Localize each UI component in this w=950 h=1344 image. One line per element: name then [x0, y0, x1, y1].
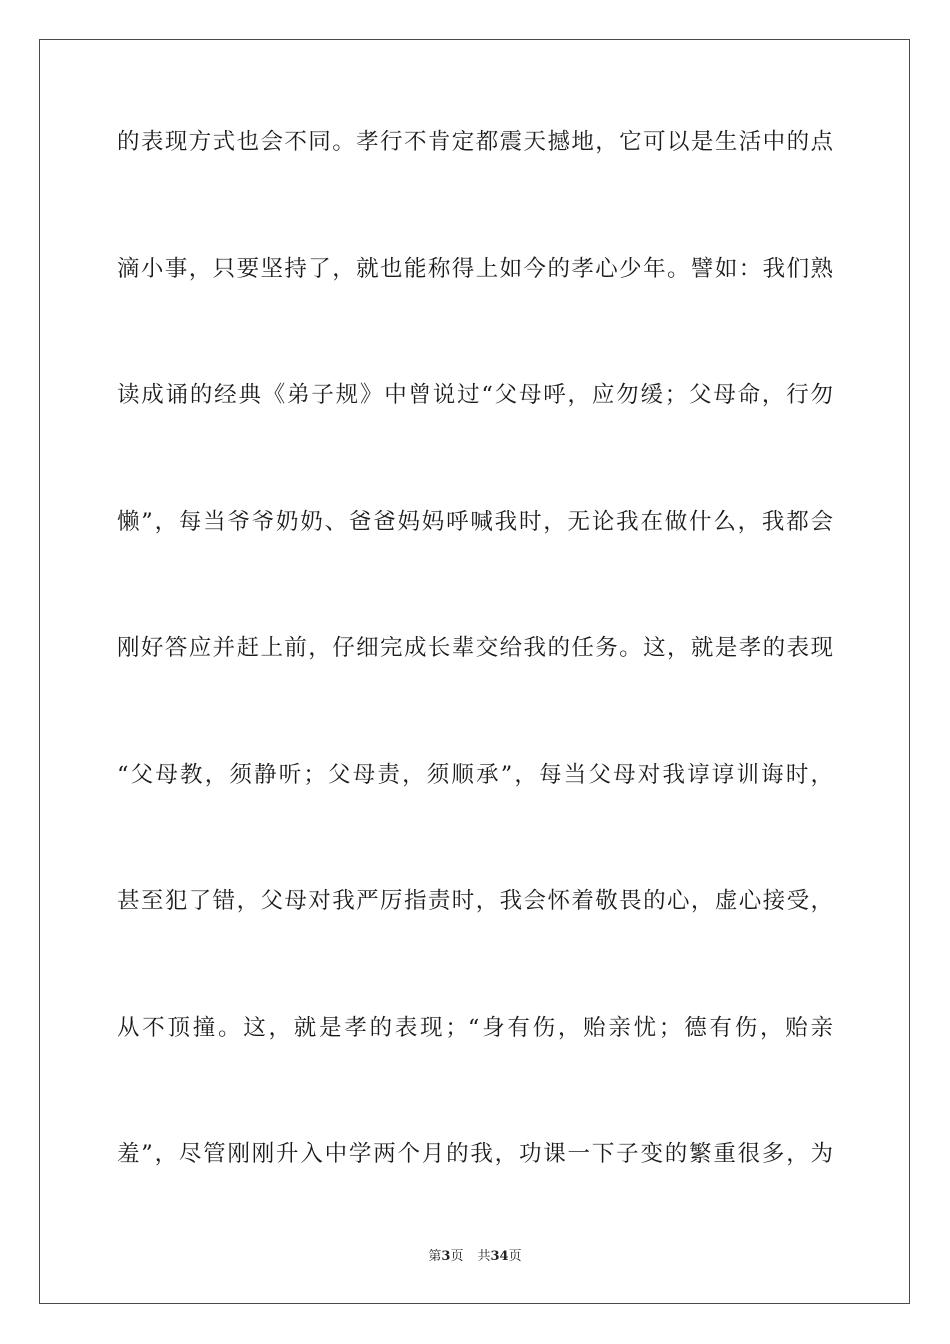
footer-page-total: 34 — [490, 1249, 509, 1264]
footer-total-suffix: 页 — [508, 1249, 522, 1264]
body-text — [117, 127, 833, 1170]
footer-page-suffix: 页 — [450, 1249, 464, 1264]
text-line: 懒”，每当爷爷奶奶、爸爸妈妈呼喊我时，无论我在做什么，我都会 — [117, 508, 833, 535]
text-line: “父母教，须静听；父母责，须顺承”，每当父母对我谆谆训诲时， — [117, 761, 833, 788]
text-line: 羞”，尽管刚刚升入中学两个月的我，功课一下子变的繁重很多，为 — [117, 1141, 833, 1167]
text-line: 的表现方式也会不同。孝行不肯定都震天撼地，它可以是生活中的点 — [117, 129, 833, 155]
text-line: 刚好答应并赶上前，仔细完成长辈交给我的任务。这，就是孝的表现 — [117, 635, 833, 661]
page-footer — [0, 1249, 950, 1265]
text-line: 读成诵的经典《弟子规》中曾说过“父母呼，应勿缓；父母命，行勿 — [117, 382, 833, 408]
footer-page-prefix: 第 — [428, 1249, 442, 1264]
text-line: 从不顶撞。这，就是孝的表现；“身有伤，贻亲忧；德有伤，贻亲 — [117, 1014, 833, 1041]
footer-page-current: 3 — [441, 1249, 451, 1264]
footer-total-prefix: 共 — [477, 1249, 491, 1264]
text-line: 滴小事，只要坚持了，就也能称得上如今的孝心少年。譬如：我们熟 — [117, 255, 833, 282]
text-line: 甚至犯了错，父母对我严厉指责时，我会怀着敬畏的心，虚心接受， — [117, 888, 833, 914]
